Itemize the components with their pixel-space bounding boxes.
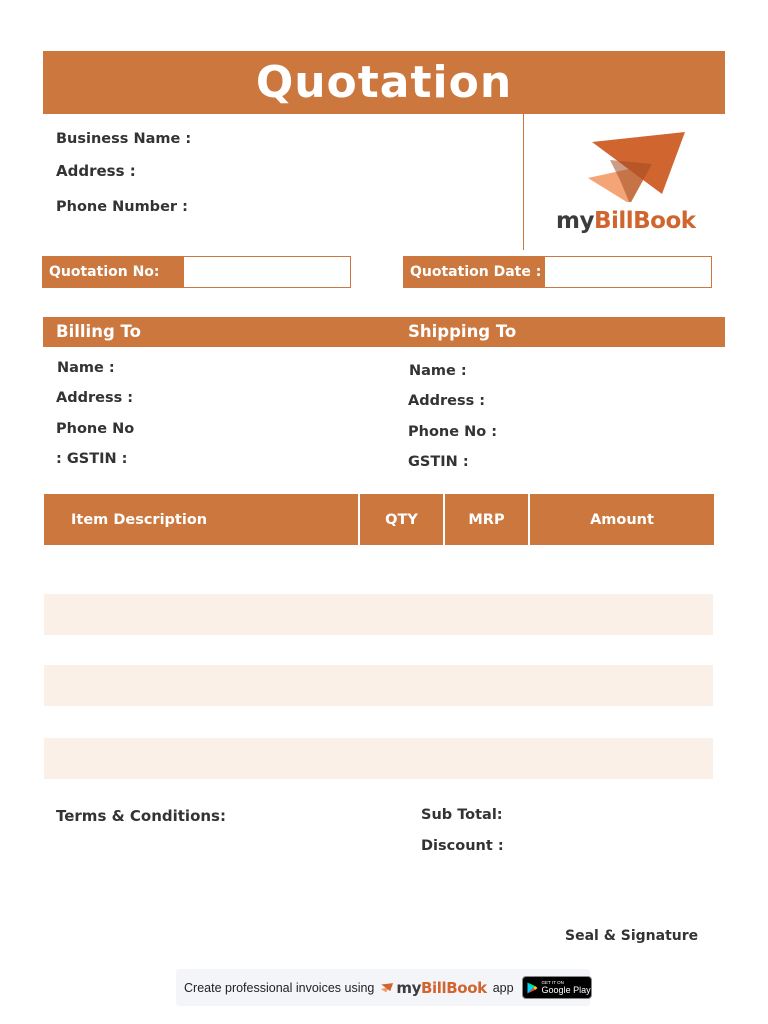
table-row xyxy=(44,594,713,635)
shipping-gstin-label: GSTIN : xyxy=(408,454,469,470)
terms-label: Terms & Conditions: xyxy=(56,807,226,825)
paper-plane-icon xyxy=(380,981,394,994)
billing-heading: Billing To xyxy=(56,322,141,341)
billing-address-label: Address : xyxy=(56,390,134,406)
quotation-no-field xyxy=(42,256,351,288)
col-mrp: MRP xyxy=(445,494,528,545)
quotation-date-field xyxy=(403,256,712,288)
quotation-date-value[interactable] xyxy=(545,257,711,287)
items-table-header xyxy=(44,494,714,545)
quotation-no-value[interactable] xyxy=(184,257,350,287)
google-play-badge[interactable] xyxy=(522,976,592,999)
quotation-no-label: Quotation No: xyxy=(43,257,184,287)
discount-label: Discount : xyxy=(421,838,504,854)
address-section-header xyxy=(43,317,725,347)
shipping-name-label: Name : xyxy=(409,363,467,379)
billing-name-label: Name : xyxy=(57,360,115,376)
table-row xyxy=(44,665,713,706)
seal-signature-label: Seal & Signature xyxy=(565,928,699,944)
header-divider xyxy=(523,114,524,250)
page-title: Quotation xyxy=(43,51,725,114)
subtotal-label: Sub Total: xyxy=(421,807,503,823)
promo-text-app: app xyxy=(492,980,514,995)
col-item-description: Item Description xyxy=(44,494,358,545)
logo-wordmark: myBillBook xyxy=(556,208,696,234)
billing-gstin-label: : GSTIN : xyxy=(56,451,128,467)
shipping-heading: Shipping To xyxy=(408,322,517,341)
billing-phone-label: Phone No xyxy=(56,421,135,437)
footer-logo: myBillBook xyxy=(380,979,486,997)
business-phone-label: Phone Number : xyxy=(56,199,188,215)
promo-banner[interactable] xyxy=(176,969,590,1006)
promo-text: Create professional invoices using xyxy=(184,980,375,995)
business-name-label: Business Name : xyxy=(56,131,192,147)
badge-get-it-on: GET IT ON xyxy=(541,980,564,985)
mybillbook-logo xyxy=(556,130,701,240)
google-play-icon xyxy=(527,982,538,994)
paper-plane-icon xyxy=(582,130,692,202)
shipping-address-label: Address : xyxy=(408,393,486,409)
col-amount: Amount xyxy=(530,494,714,545)
shipping-phone-label: Phone No : xyxy=(408,424,498,440)
business-address-label: Address : xyxy=(56,162,136,180)
table-row xyxy=(44,738,713,779)
quotation-date-label: Quotation Date : xyxy=(404,257,545,287)
col-qty: QTY xyxy=(360,494,443,545)
badge-google-play: Google Play xyxy=(541,985,591,995)
